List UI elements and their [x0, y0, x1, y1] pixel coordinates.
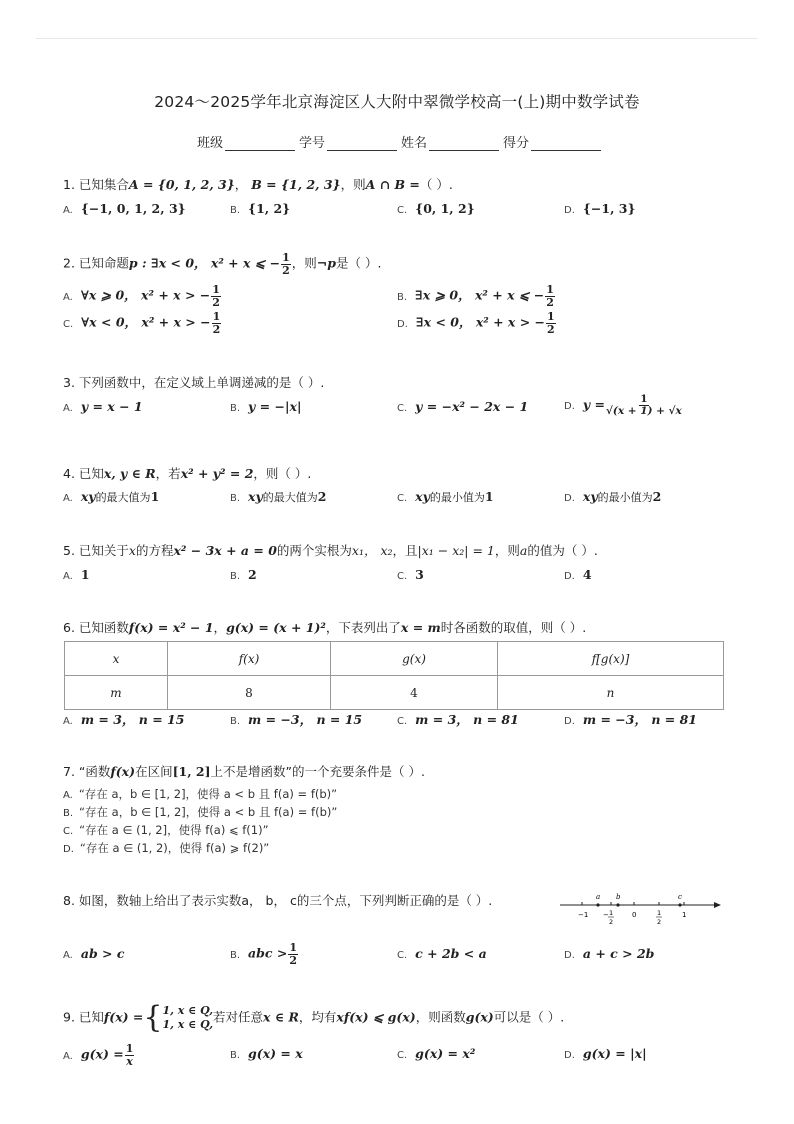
q4-eq: x² + y² = 2 — [180, 466, 254, 481]
q6-value-table — [64, 641, 724, 710]
q6-option-a[interactable]: A. m = 3， n = 15 — [63, 712, 185, 727]
tick-label: 1 — [682, 911, 687, 919]
table-header-cell: x — [65, 642, 168, 676]
table-header-cell: g(x) — [331, 642, 498, 676]
class-label: 班级 — [197, 136, 224, 151]
student-info-line — [197, 132, 605, 151]
q2-option-d[interactable]: D. ∃x < 0， x² + x > − $\frac{1}{2}$ — [397, 310, 555, 336]
q3-option-d[interactable]: D. y = $\frac{1}{√(x + 1) + √x}$ — [564, 393, 682, 418]
q6-g: g(x) = (x + 1)² — [226, 620, 326, 635]
label-c: c — [678, 893, 682, 901]
table-header-cell: f[g(x)] — [498, 642, 724, 676]
q7-option-b[interactable]: B. “存在 a，b ∈ [1, 2]，使得 a < b 且 f(a) = f(b)” — [63, 805, 338, 819]
q4-option-a[interactable]: A. xy的最大值为1 — [63, 489, 160, 504]
q7-option-d[interactable]: D. “存在 a ∈ (1, 2)，使得 f(a) ⩾ f(2)” — [63, 841, 270, 855]
name-blank[interactable] — [429, 138, 499, 151]
q8-number-line — [556, 888, 724, 930]
q5-option-b[interactable]: B. 2 — [230, 567, 257, 582]
tick-label: − — [603, 911, 609, 919]
point-c — [678, 903, 681, 906]
tick-label-den: 2 — [609, 918, 614, 926]
table-header-row — [65, 642, 724, 676]
tick-label: 0 — [632, 911, 637, 919]
q5-option-a[interactable]: A. 1 — [63, 567, 90, 582]
q2-neg: ¬p — [316, 255, 336, 271]
id-label: 学号 — [299, 136, 326, 151]
question-8: 8. 如图，数轴上给出了表示实数a， b， c的三个点，下列判断正确的是（ ）. — [63, 893, 493, 908]
tick-label-den: 2 — [657, 918, 662, 926]
name-label: 姓名 — [401, 136, 428, 151]
q2-text: 2. 已知命题 — [63, 255, 129, 271]
q9-option-b[interactable]: B. g(x) = x — [230, 1046, 303, 1061]
q1-set-b: B = {1, 2, 3} — [251, 177, 341, 192]
axis-arrow — [714, 902, 721, 908]
q6-option-b[interactable]: B. m = −3， n = 15 — [230, 712, 363, 727]
q1-option-c[interactable]: C. {0, 1, 2} — [397, 201, 475, 216]
q9-piecewise: 1, x ∈ Q, 1, x ∈ Q, — [162, 1004, 214, 1031]
q8-option-a[interactable]: A. ab > c — [63, 946, 125, 961]
q4-option-b[interactable]: B. xy的最大值为2 — [230, 489, 327, 504]
top-divider — [36, 38, 758, 39]
q1-text-b: ，则 — [340, 177, 366, 192]
q3-option-a[interactable]: A. y = x − 1 — [63, 399, 143, 414]
question-2: 2. 已知命题p : ∃x < 0， x² + x ⩽ − $\frac{1}{2}$ ，则¬p是（ ）. — [63, 251, 382, 277]
q8-option-b[interactable]: B. abc > $\frac{1}{2}$ — [230, 941, 297, 967]
q6-option-c[interactable]: C. m = 3， n = 81 — [397, 712, 519, 727]
q7-option-c[interactable]: C. “存在 a ∈ (1, 2]，使得 f(a) ⩽ f(1)” — [63, 823, 269, 837]
q1-comma: ， — [234, 177, 248, 192]
question-6: 6. 已知函数f(x) = x² − 1，g(x) = (x + 1)²，下表列出了x = m时各函数的取值，则（ ）. — [63, 620, 587, 635]
q9-option-d[interactable]: D. g(x) = |x| — [564, 1046, 647, 1061]
q2-prop: p : ∃x < 0， x² + x ⩽ − — [128, 255, 281, 271]
q1-expr: A ∩ B = — [365, 177, 420, 192]
q8-option-d[interactable]: D. a + c > 2b — [564, 946, 655, 961]
q6-f: f(x) = x² − 1 — [128, 620, 214, 635]
table-cell: m — [65, 676, 168, 710]
piecewise-brace: { — [143, 1000, 163, 1035]
q1-option-b[interactable]: B. {1, 2} — [230, 201, 291, 216]
question-7: 7. “函数f(x)在区间[1, 2]上不是增函数”的一个充要条件是（ ）. — [63, 764, 425, 779]
tick-label-num: 1 — [657, 909, 662, 917]
q2-half: $\frac{1}{2}$ — [282, 251, 290, 277]
q6-option-d[interactable]: D. m = −3， n = 81 — [564, 712, 697, 727]
question-9: 9. 已知f(x) ={ 1, x ∈ Q, 1, x ∈ Q, 若对任意x ∈ R，均有xf(x) ⩽ g(x)，则函数g(x)可以是（ ）. — [63, 1000, 565, 1035]
q9-option-a[interactable]: A. g(x) = $\frac{1}{x}$ — [63, 1042, 134, 1068]
tick-label-num: 1 — [609, 909, 614, 917]
id-blank[interactable] — [327, 138, 397, 151]
point-b — [616, 903, 619, 906]
question-4: 4. 已知x, y ∈ R，若x² + y² = 2，则（ ）. — [63, 466, 312, 481]
score-blank[interactable] — [531, 138, 601, 151]
tick-label: −1 — [578, 911, 589, 919]
q4-vars: x, y ∈ R — [103, 466, 156, 481]
class-blank[interactable] — [225, 138, 295, 151]
question-1 — [63, 175, 453, 193]
question-5: 5. 已知关于x的方程x² − 3x + a = 0的两个实根为x₁， x₂，且|x₁ − x₂| = 1，则a的值为（ ）. — [63, 543, 598, 558]
table-cell: 4 — [331, 676, 498, 710]
q2-option-b[interactable]: B. ∃x ⩾ 0， x² + x ⩽ − $\frac{1}{2}$ — [397, 283, 554, 309]
table-cell: n — [498, 676, 724, 710]
q8-option-c[interactable]: C. c + 2b < a — [397, 946, 487, 961]
q1-option-a[interactable]: A. {−1, 0, 1, 2, 3} — [63, 201, 186, 216]
table-header-cell: f(x) — [168, 642, 331, 676]
q1-set-a: A = {0, 1, 2, 3} — [128, 177, 235, 192]
label-b: b — [616, 893, 621, 901]
exam-title: 2024～2025学年北京海淀区人大附中翠微学校高一(上)期中数学试卷 — [154, 93, 640, 111]
label-a: a — [596, 893, 601, 901]
q9-option-c[interactable]: C. g(x) = x² — [397, 1046, 476, 1061]
point-a — [596, 903, 599, 906]
q5-option-c[interactable]: C. 3 — [397, 567, 424, 582]
question-3: 3. 下列函数中，在定义域上单调递减的是（ ）. — [63, 375, 325, 390]
q7-option-a[interactable]: A. “存在 a，b ∈ [1, 2]，使得 a < b 且 f(a) = f(b)” — [63, 787, 338, 801]
q1-text: 1. 已知集合 — [63, 177, 129, 192]
q5-eq: x² − 3x + a = 0 — [173, 543, 277, 558]
q2-option-c[interactable]: C. ∀x < 0， x² + x > − $\frac{1}{2}$ — [63, 310, 221, 336]
q5-option-d[interactable]: D. 4 — [564, 567, 592, 582]
q2-option-a[interactable]: A. ∀x ⩾ 0， x² + x > − $\frac{1}{2}$ — [63, 283, 220, 309]
q1-option-d[interactable]: D. {−1, 3} — [564, 201, 636, 216]
q3-option-c[interactable]: C. y = −x² − 2x − 1 — [397, 399, 529, 414]
score-label: 得分 — [503, 136, 530, 151]
q4-option-c[interactable]: C. xy的最小值为1 — [397, 489, 494, 504]
q1-text-c: （ ）. — [419, 177, 453, 192]
table-row — [65, 676, 724, 710]
q3-option-b[interactable]: B. y = −|x| — [230, 399, 302, 414]
q4-option-d[interactable]: D. xy的最小值为2 — [564, 489, 662, 504]
table-cell: 8 — [168, 676, 331, 710]
